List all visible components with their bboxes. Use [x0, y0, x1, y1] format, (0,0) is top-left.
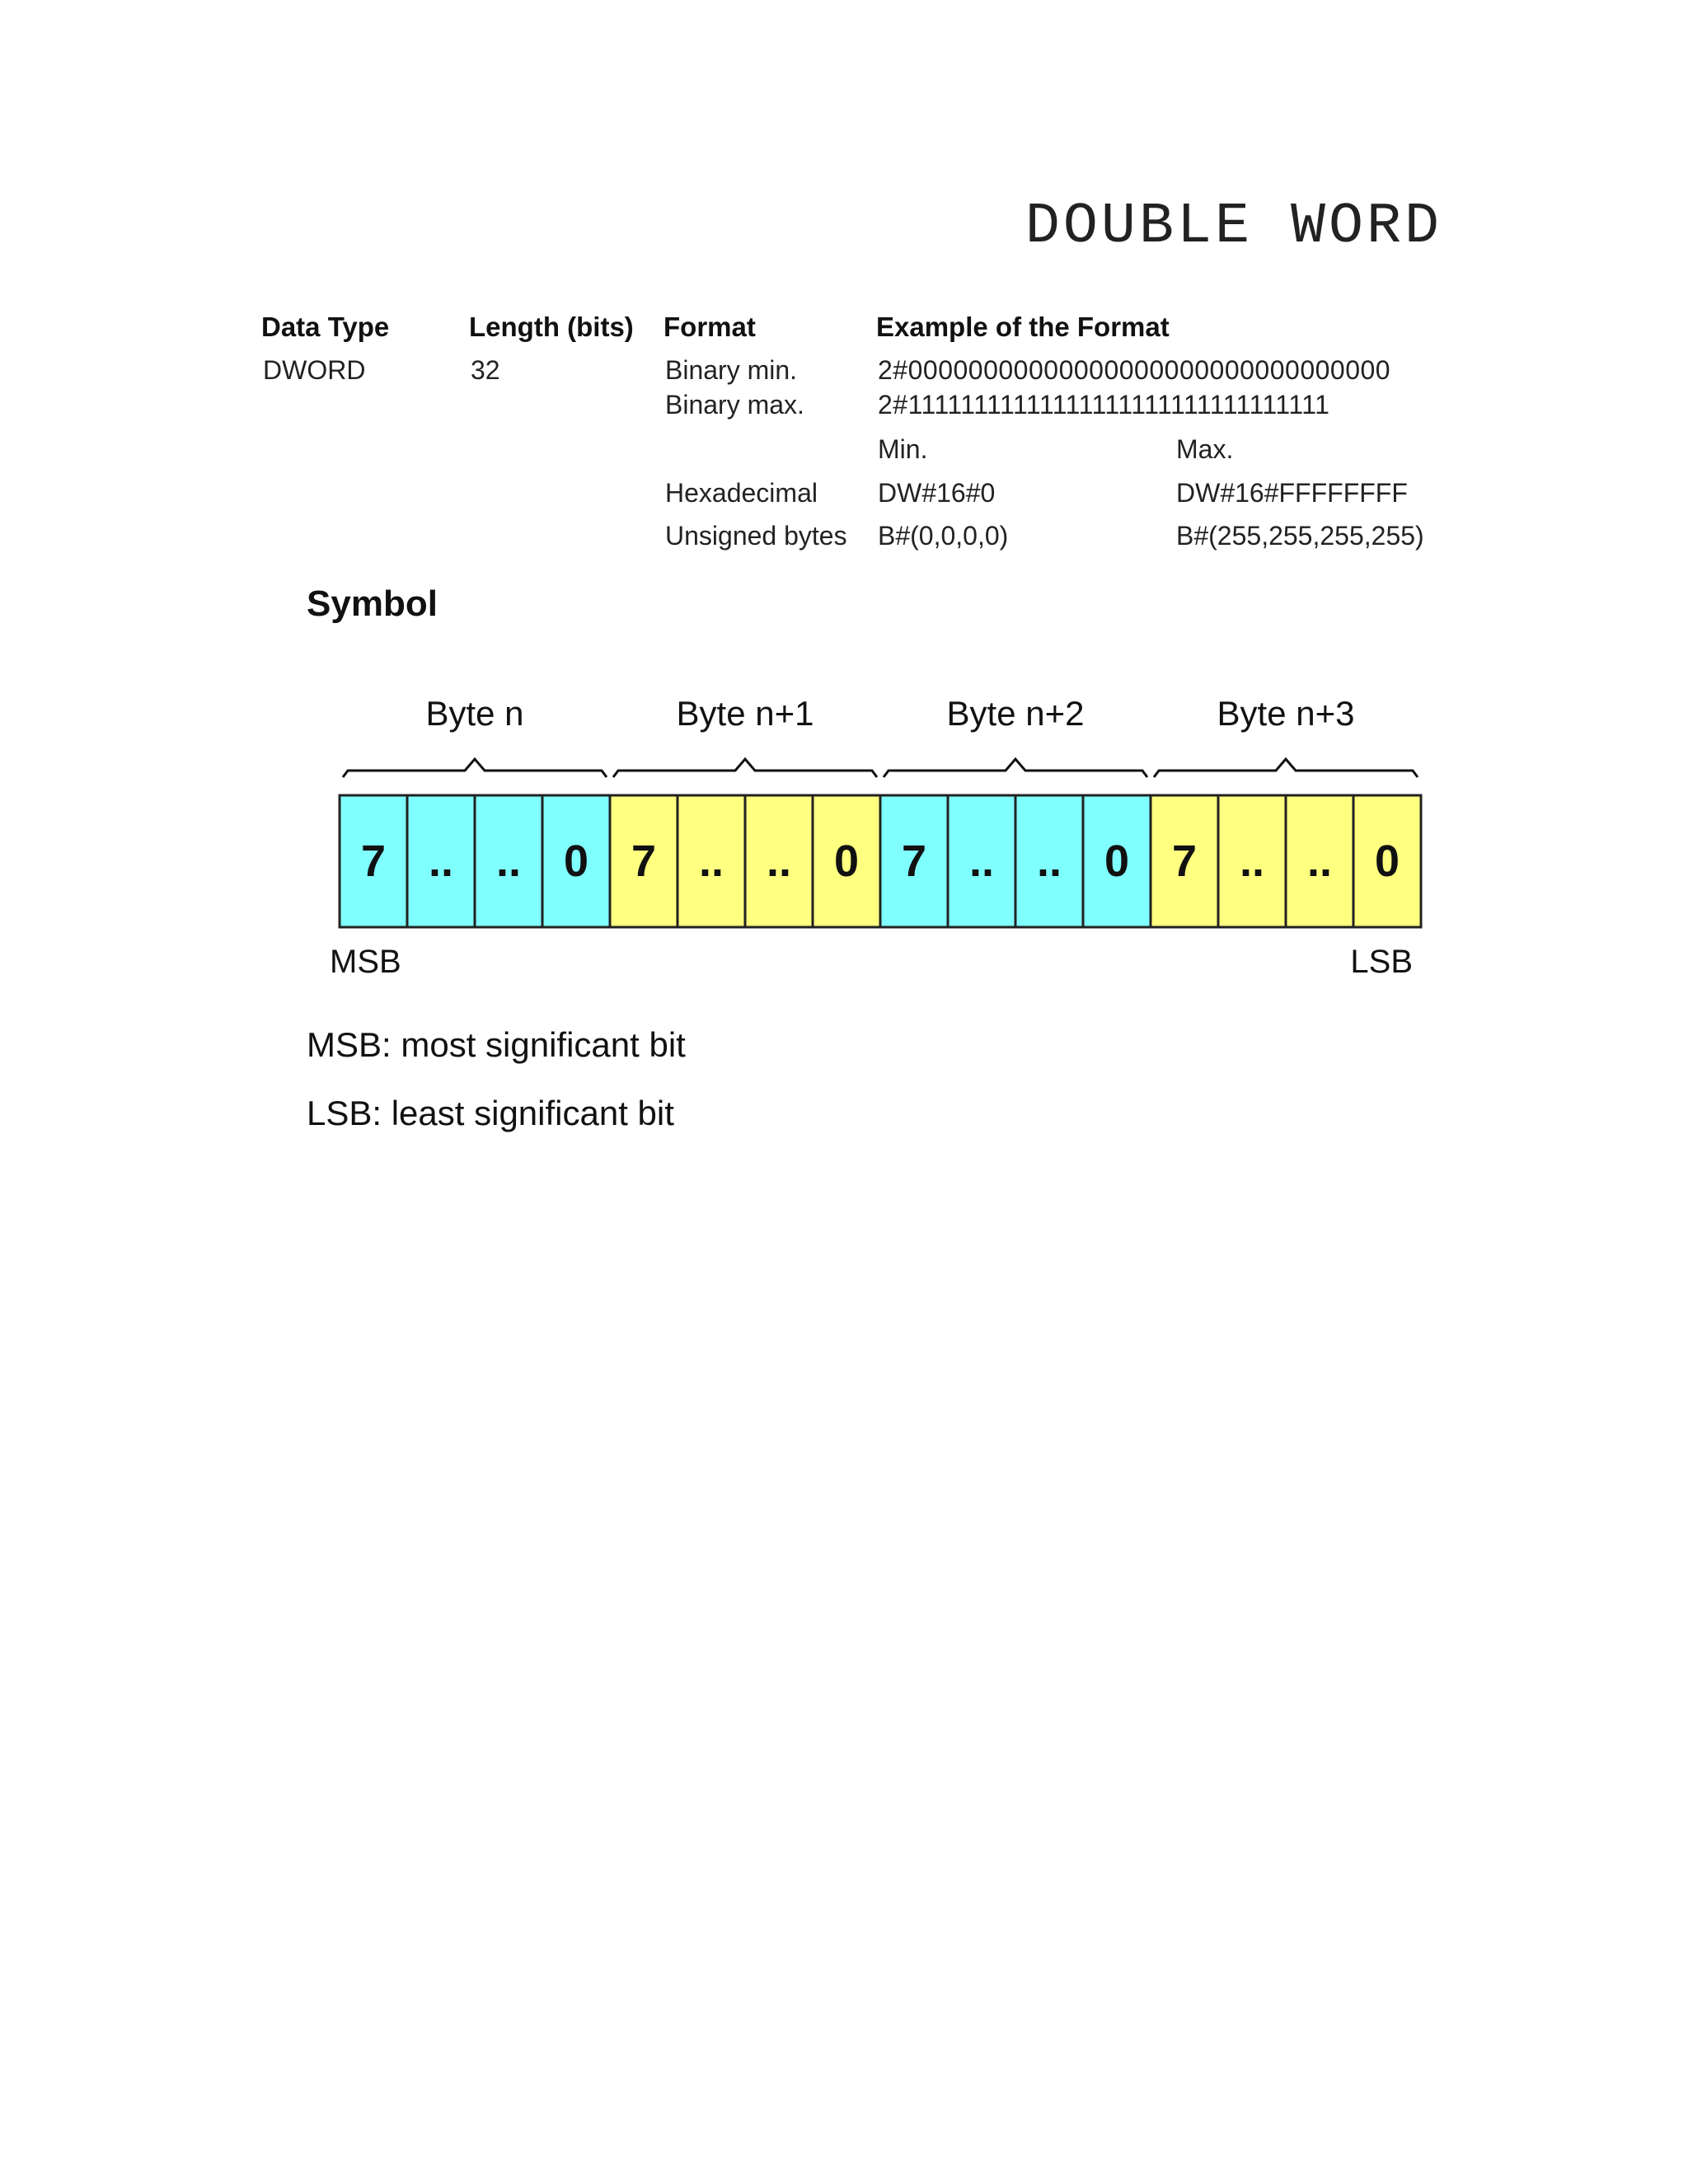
bit-label: ..	[1036, 837, 1062, 886]
min-header: Min.	[878, 434, 928, 464]
bit-label: ..	[968, 837, 995, 886]
byte-brace	[884, 759, 1147, 777]
dword-bit-diagram	[313, 684, 1434, 997]
byte-label: Byte n	[425, 694, 524, 733]
bit-label: 0	[1374, 837, 1400, 886]
lsb-label: LSB	[1350, 944, 1413, 980]
msb-label: MSB	[330, 944, 401, 980]
byte-label: Byte n+2	[946, 694, 1085, 733]
bit-label: ..	[766, 837, 792, 886]
legend-msb: MSB: most significant bit	[307, 1025, 686, 1064]
binary-max-value: 2#11111111111111111111111111111111	[878, 390, 1330, 419]
bit-label: 7	[1171, 837, 1198, 886]
bit-label: 7	[901, 837, 927, 886]
hex-max: DW#16#FFFFFFFF	[1176, 478, 1408, 508]
bit-label: 0	[1104, 837, 1130, 886]
bit-label: 0	[833, 837, 860, 886]
byte-brace	[343, 759, 607, 777]
hex-label: Hexadecimal	[665, 478, 818, 508]
bit-label: ..	[698, 837, 724, 886]
max-header: Max.	[1176, 434, 1234, 464]
bytes-max: B#(255,255,255,255)	[1176, 521, 1424, 551]
bit-label: 7	[631, 837, 657, 886]
bit-label: ..	[1306, 837, 1333, 886]
binary-min-label: Binary min.	[665, 355, 798, 385]
bit-label: ..	[428, 837, 454, 886]
data-type-value: DWORD	[263, 355, 366, 385]
header-example: Example of the Format	[876, 312, 1170, 342]
page-title: DOUBLE WORD	[1025, 194, 1442, 260]
legend-lsb: LSB: least significant bit	[307, 1094, 674, 1132]
hex-min: DW#16#0	[878, 478, 996, 508]
symbol-heading: Symbol	[307, 583, 438, 624]
bytes-label: Unsigned bytes	[665, 521, 847, 551]
bit-label: 0	[563, 837, 589, 886]
byte-brace	[613, 759, 877, 777]
bit-label: 7	[360, 837, 387, 886]
bytes-min: B#(0,0,0,0)	[878, 521, 1009, 551]
bit-label: ..	[495, 837, 522, 886]
byte-label: Byte n+1	[676, 694, 814, 733]
header-length: Length (bits)	[469, 312, 634, 342]
byte-brace	[1154, 759, 1418, 777]
binary-max-label: Binary max.	[665, 390, 804, 419]
byte-label: Byte n+3	[1217, 694, 1355, 733]
bit-label: ..	[1239, 837, 1265, 886]
header-format: Format	[663, 312, 756, 342]
length-value: 32	[471, 355, 500, 385]
binary-min-value: 2#00000000000000000000000000000000	[878, 355, 1391, 385]
header-data-type: Data Type	[261, 312, 390, 342]
